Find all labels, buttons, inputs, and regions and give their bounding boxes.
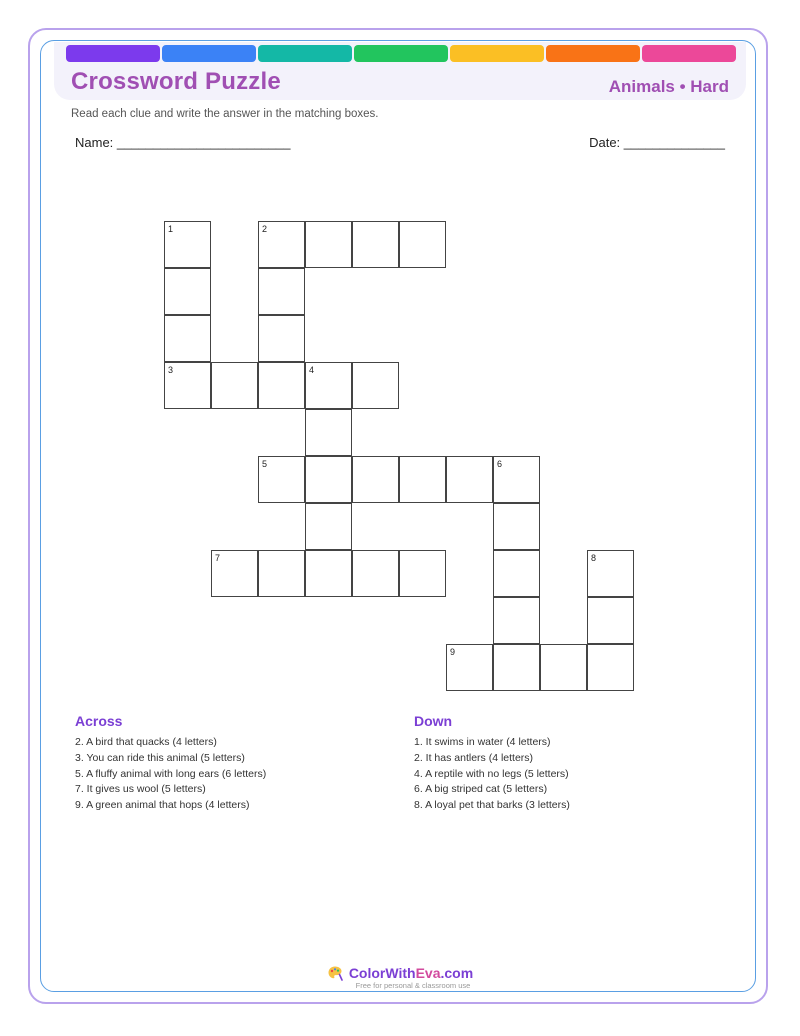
tagline: Free for personal & classroom use [355, 981, 471, 990]
grid-cell[interactable] [587, 550, 634, 597]
rainbow-segment [258, 45, 352, 62]
clue-item: 5. A fluffy animal with long ears (6 letters) [75, 767, 267, 780]
grid-cell[interactable] [164, 221, 211, 268]
grid-cell[interactable] [352, 456, 399, 503]
clue-item: 9. A green animal that hops (4 letters) [75, 799, 250, 812]
cell-number: 9 [450, 647, 456, 657]
palette-icon [327, 965, 343, 981]
across-clue-list [75, 735, 266, 814]
rainbow-segment [354, 45, 448, 62]
grid-cell[interactable] [493, 597, 540, 644]
cell-number: 5 [262, 459, 268, 469]
puzzle-subtitle: Animals • Hard [608, 77, 729, 96]
grid-cell[interactable] [305, 456, 352, 503]
grid-cell[interactable] [587, 644, 634, 691]
rainbow-segment [66, 45, 160, 62]
cell-number: 1 [168, 224, 174, 234]
grid-cell[interactable] [352, 221, 399, 268]
grid-cell[interactable] [587, 597, 634, 644]
rainbow-segment [450, 45, 544, 62]
grid-cell[interactable] [352, 550, 399, 597]
grid-cell[interactable] [258, 456, 305, 503]
grid-cell[interactable] [211, 362, 258, 409]
down-heading: Down [414, 713, 453, 729]
grid-cell[interactable] [305, 362, 352, 409]
brand-color: Color [348, 965, 386, 981]
grid-cell[interactable] [258, 268, 305, 315]
name-field[interactable]: Name: ________________________ [75, 135, 291, 150]
rainbow-segment [642, 45, 736, 62]
cell-number: 3 [168, 365, 174, 375]
grid-cell[interactable] [164, 362, 211, 409]
grid-cell[interactable] [258, 315, 305, 362]
grid-cell[interactable] [305, 550, 352, 597]
clue-item: 1. It swims in water (4 letters) [414, 736, 551, 748]
clue-item: 2. A bird that quacks (4 letters) [75, 736, 217, 748]
cell-number: 6 [497, 459, 503, 469]
grid-cell[interactable] [258, 550, 305, 597]
brand-eva: Eva [415, 965, 441, 981]
clue-item: 3. You can ride this animal (5 letters) [75, 751, 245, 764]
footer [0, 965, 800, 990]
grid-cell[interactable] [446, 644, 493, 691]
grid-cell[interactable] [399, 550, 446, 597]
across-heading: Across [75, 713, 123, 729]
grid-cell[interactable] [211, 550, 258, 597]
grid-cell[interactable] [399, 456, 446, 503]
cell-number: 2 [262, 224, 268, 234]
clue-item: 6. A big striped cat (5 letters) [414, 783, 548, 796]
brand-dotcom: .com [440, 965, 474, 981]
cell-number: 4 [309, 365, 315, 375]
grid-cell[interactable] [305, 409, 352, 456]
grid-cell[interactable] [305, 503, 352, 550]
date-field[interactable]: Date: ______________ [589, 135, 725, 150]
clue-item: 7. It gives us wool (5 letters) [75, 783, 206, 796]
rainbow-segment [546, 45, 640, 62]
instructions-text: Read each clue and write the answer in the matching boxes. [71, 108, 379, 120]
grid-cell[interactable] [305, 221, 352, 268]
cell-number: 7 [215, 553, 221, 563]
grid-cell[interactable] [258, 362, 305, 409]
grid-cell[interactable] [164, 268, 211, 315]
clue-item: 8. A loyal pet that barks (3 letters) [414, 799, 570, 812]
grid-cell[interactable] [352, 362, 399, 409]
brand-with: With [385, 965, 416, 981]
inner-border [40, 40, 756, 992]
cell-number: 8 [591, 553, 597, 563]
grid-cell[interactable] [493, 456, 540, 503]
rainbow-bar [66, 45, 736, 62]
down-clue-list [414, 735, 570, 814]
clue-item: 4. A reptile with no legs (5 letters) [414, 767, 569, 780]
rainbow-segment [162, 45, 256, 62]
grid-cell[interactable] [493, 550, 540, 597]
page-title: Crossword Puzzle [71, 68, 281, 95]
grid-cell[interactable] [493, 503, 540, 550]
brand-logo[interactable] [0, 965, 800, 981]
grid-cell[interactable] [446, 456, 493, 503]
grid-cell[interactable] [164, 315, 211, 362]
grid-cell[interactable] [258, 221, 305, 268]
grid-cell[interactable] [399, 221, 446, 268]
grid-cell[interactable] [540, 644, 587, 691]
grid-cell[interactable] [493, 644, 540, 691]
clue-item: 2. It has antlers (4 letters) [414, 751, 534, 764]
